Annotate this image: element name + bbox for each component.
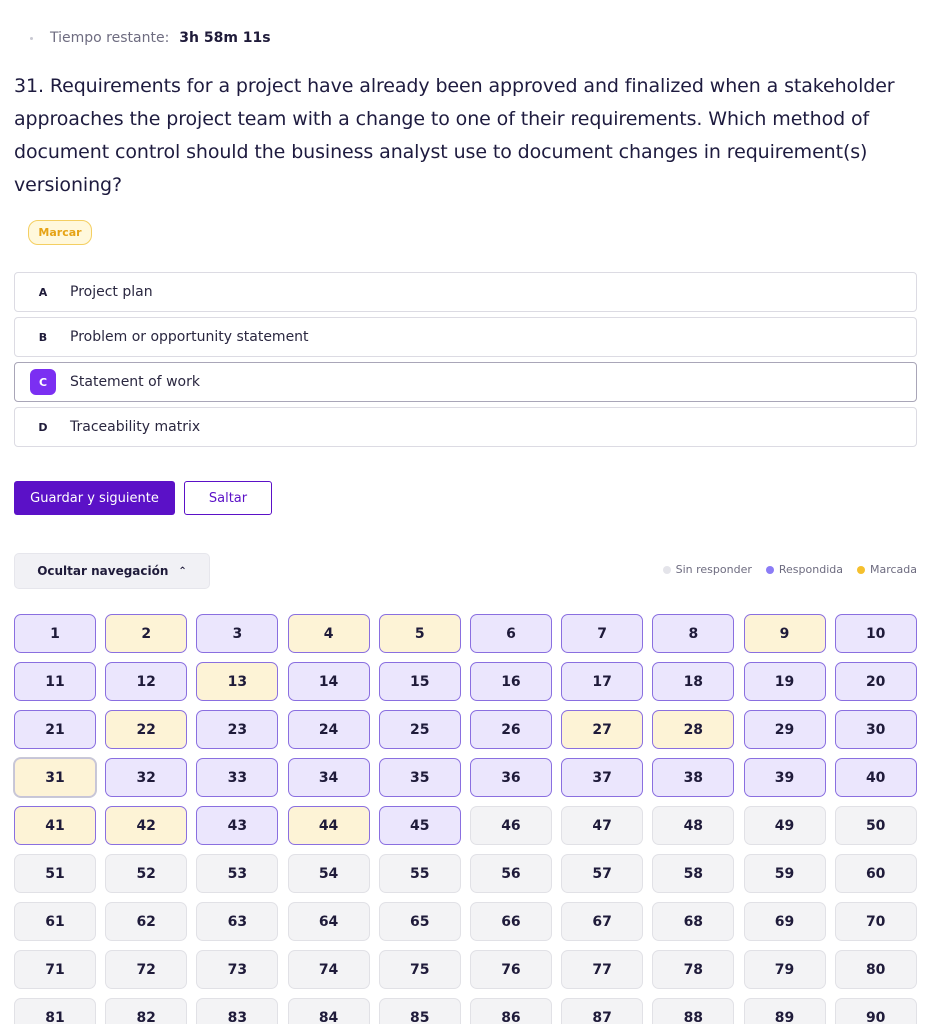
question-nav-62[interactable]: 62 xyxy=(105,902,187,941)
question-nav-48[interactable]: 48 xyxy=(652,806,734,845)
time-remaining-label: Tiempo restante: xyxy=(50,30,170,46)
question-nav-37[interactable]: 37 xyxy=(561,758,643,797)
bullet-icon xyxy=(30,37,33,40)
question-nav-66[interactable]: 66 xyxy=(470,902,552,941)
question-nav-28[interactable]: 28 xyxy=(652,710,734,749)
question-navigation-grid xyxy=(14,614,917,1024)
question-nav-34[interactable]: 34 xyxy=(288,758,370,797)
flag-button[interactable]: Marcar xyxy=(28,220,92,245)
question-nav-46[interactable]: 46 xyxy=(470,806,552,845)
question-nav-64[interactable]: 64 xyxy=(288,902,370,941)
question-text: 31. Requirements for a project have already been approved and finalized when a stakeholder approaches the project team with a change to one of their requirements. Which method of document control should the business analyst use to document changes in requirement(s) versioning? xyxy=(14,75,895,196)
question-nav-75[interactable]: 75 xyxy=(379,950,461,989)
question-nav-15[interactable]: 15 xyxy=(379,662,461,701)
question-nav-49[interactable]: 49 xyxy=(744,806,826,845)
question-nav-7[interactable]: 7 xyxy=(561,614,643,653)
question-nav-74[interactable]: 74 xyxy=(288,950,370,989)
question-nav-32[interactable]: 32 xyxy=(105,758,187,797)
legend-marked xyxy=(857,563,917,576)
question-nav-73[interactable]: 73 xyxy=(196,950,278,989)
question-nav-80[interactable]: 80 xyxy=(835,950,917,989)
question-nav-54[interactable]: 54 xyxy=(288,854,370,893)
question-nav-90[interactable]: 90 xyxy=(835,998,917,1024)
question-nav-43[interactable]: 43 xyxy=(196,806,278,845)
question-nav-20[interactable]: 20 xyxy=(835,662,917,701)
option-text: Statement of work xyxy=(70,374,200,390)
question-nav-47[interactable]: 47 xyxy=(561,806,643,845)
question-nav-22[interactable]: 22 xyxy=(105,710,187,749)
question-nav-5[interactable]: 5 xyxy=(379,614,461,653)
legend-label: Marcada xyxy=(869,563,917,576)
question-nav-4[interactable]: 4 xyxy=(288,614,370,653)
question-nav-82[interactable]: 82 xyxy=(105,998,187,1024)
answer-options xyxy=(14,272,917,452)
question-nav-19[interactable]: 19 xyxy=(744,662,826,701)
question-nav-21[interactable]: 21 xyxy=(14,710,96,749)
question-nav-29[interactable]: 29 xyxy=(744,710,826,749)
question-nav-84[interactable]: 84 xyxy=(288,998,370,1024)
question-nav-27[interactable]: 27 xyxy=(561,710,643,749)
hide-navigation-label: Ocultar navegación xyxy=(37,564,169,578)
question-nav-2[interactable]: 2 xyxy=(105,614,187,653)
question-nav-50[interactable]: 50 xyxy=(835,806,917,845)
question-nav-56[interactable]: 56 xyxy=(470,854,552,893)
option-d[interactable] xyxy=(14,407,917,447)
question-nav-17[interactable]: 17 xyxy=(561,662,643,701)
question-nav-1[interactable]: 1 xyxy=(14,614,96,653)
unanswered-dot-icon xyxy=(663,566,671,574)
question-nav-52[interactable]: 52 xyxy=(105,854,187,893)
question-nav-87[interactable]: 87 xyxy=(561,998,643,1024)
question-nav-63[interactable]: 63 xyxy=(196,902,278,941)
question-nav-67[interactable]: 67 xyxy=(561,902,643,941)
question-nav-24[interactable]: 24 xyxy=(288,710,370,749)
save-and-next-button[interactable]: Guardar y siguiente xyxy=(14,481,175,515)
question-nav-79[interactable]: 79 xyxy=(744,950,826,989)
question-nav-33[interactable]: 33 xyxy=(196,758,278,797)
option-c[interactable] xyxy=(14,362,917,402)
question-nav-44[interactable]: 44 xyxy=(288,806,370,845)
option-text: Traceability matrix xyxy=(70,419,201,435)
question-nav-83[interactable]: 83 xyxy=(196,998,278,1024)
question-nav-86[interactable]: 86 xyxy=(470,998,552,1024)
question-nav-26[interactable]: 26 xyxy=(470,710,552,749)
question-nav-68[interactable]: 68 xyxy=(652,902,734,941)
status-legend xyxy=(649,563,917,576)
question-nav-31[interactable]: 31 xyxy=(14,758,96,797)
answered-dot-icon xyxy=(766,566,774,574)
option-b[interactable] xyxy=(14,317,917,357)
marked-dot-icon xyxy=(857,566,865,574)
question-nav-6[interactable]: 6 xyxy=(470,614,552,653)
question-nav-55[interactable]: 55 xyxy=(379,854,461,893)
legend-label: Sin responder xyxy=(675,563,752,576)
legend-label: Respondida xyxy=(778,563,843,576)
question-nav-59[interactable]: 59 xyxy=(744,854,826,893)
question-nav-57[interactable]: 57 xyxy=(561,854,643,893)
skip-button[interactable]: Saltar xyxy=(184,481,272,515)
hide-navigation-button[interactable] xyxy=(14,553,210,589)
option-letter: D xyxy=(38,420,48,434)
question-nav-9[interactable]: 9 xyxy=(744,614,826,653)
question-nav-11[interactable]: 11 xyxy=(14,662,96,701)
question-nav-60[interactable]: 60 xyxy=(835,854,917,893)
question-nav-81[interactable]: 81 xyxy=(14,998,96,1024)
question-nav-42[interactable]: 42 xyxy=(105,806,187,845)
time-remaining xyxy=(30,27,271,49)
question-nav-14[interactable]: 14 xyxy=(288,662,370,701)
question-nav-71[interactable]: 71 xyxy=(14,950,96,989)
legend-answered xyxy=(766,563,843,576)
question-nav-65[interactable]: 65 xyxy=(379,902,461,941)
question-nav-70[interactable]: 70 xyxy=(835,902,917,941)
question-nav-88[interactable]: 88 xyxy=(652,998,734,1024)
question-nav-30[interactable]: 30 xyxy=(835,710,917,749)
question-nav-35[interactable]: 35 xyxy=(379,758,461,797)
question-nav-69[interactable]: 69 xyxy=(744,902,826,941)
option-a[interactable] xyxy=(14,272,917,312)
question-nav-3[interactable]: 3 xyxy=(196,614,278,653)
question-nav-16[interactable]: 16 xyxy=(470,662,552,701)
question-nav-8[interactable]: 8 xyxy=(652,614,734,653)
question-nav-40[interactable]: 40 xyxy=(835,758,917,797)
question-nav-53[interactable]: 53 xyxy=(196,854,278,893)
question-nav-89[interactable]: 89 xyxy=(744,998,826,1024)
question-nav-51[interactable]: 51 xyxy=(14,854,96,893)
question-nav-78[interactable]: 78 xyxy=(652,950,734,989)
question-nav-10[interactable]: 10 xyxy=(835,614,917,653)
question-nav-45[interactable]: 45 xyxy=(379,806,461,845)
question-nav-61[interactable]: 61 xyxy=(14,902,96,941)
legend-unanswered xyxy=(663,563,752,576)
question-nav-12[interactable]: 12 xyxy=(105,662,187,701)
question-nav-85[interactable]: 85 xyxy=(379,998,461,1024)
question-nav-58[interactable]: 58 xyxy=(652,854,734,893)
question-nav-25[interactable]: 25 xyxy=(379,710,461,749)
option-text: Project plan xyxy=(70,284,153,300)
option-text: Problem or opportunity statement xyxy=(70,329,309,345)
question-nav-76[interactable]: 76 xyxy=(470,950,552,989)
chevron-up-icon: ⌃ xyxy=(178,565,187,577)
option-letter: A xyxy=(38,285,48,299)
question-nav-72[interactable]: 72 xyxy=(105,950,187,989)
question-nav-13[interactable]: 13 xyxy=(196,662,278,701)
question-nav-36[interactable]: 36 xyxy=(470,758,552,797)
question-nav-41[interactable]: 41 xyxy=(14,806,96,845)
question-nav-18[interactable]: 18 xyxy=(652,662,734,701)
question-nav-77[interactable]: 77 xyxy=(561,950,643,989)
option-letter: C xyxy=(30,369,56,395)
option-letter: B xyxy=(38,330,48,344)
time-remaining-value: 3h 58m 11s xyxy=(179,30,271,46)
question-nav-38[interactable]: 38 xyxy=(652,758,734,797)
question-nav-39[interactable]: 39 xyxy=(744,758,826,797)
question-nav-23[interactable]: 23 xyxy=(196,710,278,749)
